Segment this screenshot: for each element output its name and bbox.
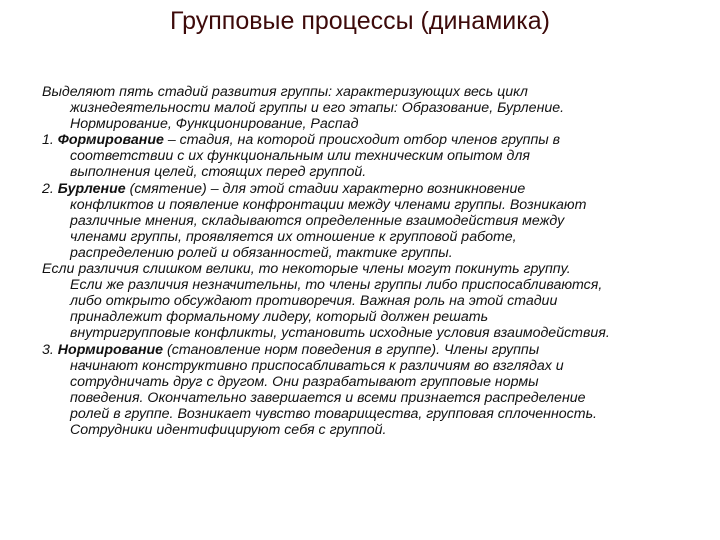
stage-number: 2. bbox=[42, 180, 58, 197]
stage-storming-line: конфликтов и появление конфронтации между членами группы. Возникают bbox=[70, 196, 587, 213]
differences-line: либо открыто обсуждают противоречия. Важная роль на этой стадии bbox=[70, 293, 558, 310]
intro-paragraph bbox=[42, 84, 692, 132]
stage-forming-text: – стадия, на которой происходит отбор членов группы в bbox=[163, 132, 561, 149]
slide-body bbox=[42, 84, 692, 438]
stage-norming-line: Сотрудники идентифицируют себя с группой. bbox=[70, 421, 387, 438]
differences-paragraph bbox=[42, 261, 692, 341]
stage-forming-line: выполнения целей, стоящих перед группой. bbox=[70, 164, 367, 181]
stage-forming-first-line bbox=[42, 132, 692, 149]
differences-line: Если различия слишком велики, то некоторые члены могут покинуть группу. bbox=[42, 261, 571, 278]
stage-storming-line: различные мнения, складываются определенные взаимодействия между bbox=[70, 212, 565, 229]
intro-line: жизнедеятельности малой группы и его этапы: Образование, Бурление. bbox=[70, 100, 565, 117]
slide-title: Групповые процессы (динамика) bbox=[170, 7, 550, 35]
stage-storming-line: членами группы, проявляется их отношение к групповой работе, bbox=[70, 228, 517, 245]
stage-number: 1. bbox=[42, 132, 58, 149]
stage-storming-paragraph bbox=[42, 181, 692, 261]
stage-norming-term: Нормирование bbox=[57, 341, 164, 358]
stage-norming-line: начинают конструктивно приспосабливаться к различиям во взглядах и bbox=[70, 357, 564, 374]
stage-norming-line: ролей в группе. Возникает чувство товарищества, групповая сплоченность. bbox=[70, 405, 597, 422]
stage-norming-line: сотрудничать друг с другом. Они разрабатывают групповые нормы bbox=[70, 373, 539, 390]
stage-norming-text: (становление норм поведения в группе). Члены группы bbox=[163, 341, 540, 358]
stage-norming-paragraph bbox=[42, 342, 692, 439]
stage-storming-term: Бурление bbox=[57, 180, 126, 197]
differences-line: принадлежит формальному лидеру, который должен решать bbox=[70, 309, 489, 326]
stage-forming-line: соответствии с их функциональным или техническим опытом для bbox=[70, 148, 530, 165]
stage-forming-term: Формирование bbox=[57, 132, 164, 149]
stage-storming-line: распределению ролей и обязанностей, тактике группы. bbox=[70, 244, 453, 261]
stage-norming-line: поведения. Окончательно завершается и всеми признается распределение bbox=[70, 389, 586, 406]
differences-line: Если же различия незначительны, то члены группы либо приспосабливаются, bbox=[70, 277, 603, 294]
stage-norming-first-line bbox=[42, 341, 692, 358]
differences-line: внутригрупповые конфликты, установить исходные условия взаимодействия. bbox=[70, 325, 610, 342]
intro-line: Нормирование, Функционирование, Распад bbox=[70, 116, 359, 133]
intro-line: Выделяют пять стадий развития группы: характеризующих весь цикл bbox=[42, 84, 528, 100]
stage-storming-text: (смятение) – для этой стадии характерно возникновение bbox=[125, 180, 526, 197]
stage-storming-first-line bbox=[42, 180, 692, 197]
stage-forming-paragraph bbox=[42, 132, 692, 180]
stage-number: 3. bbox=[42, 341, 58, 358]
